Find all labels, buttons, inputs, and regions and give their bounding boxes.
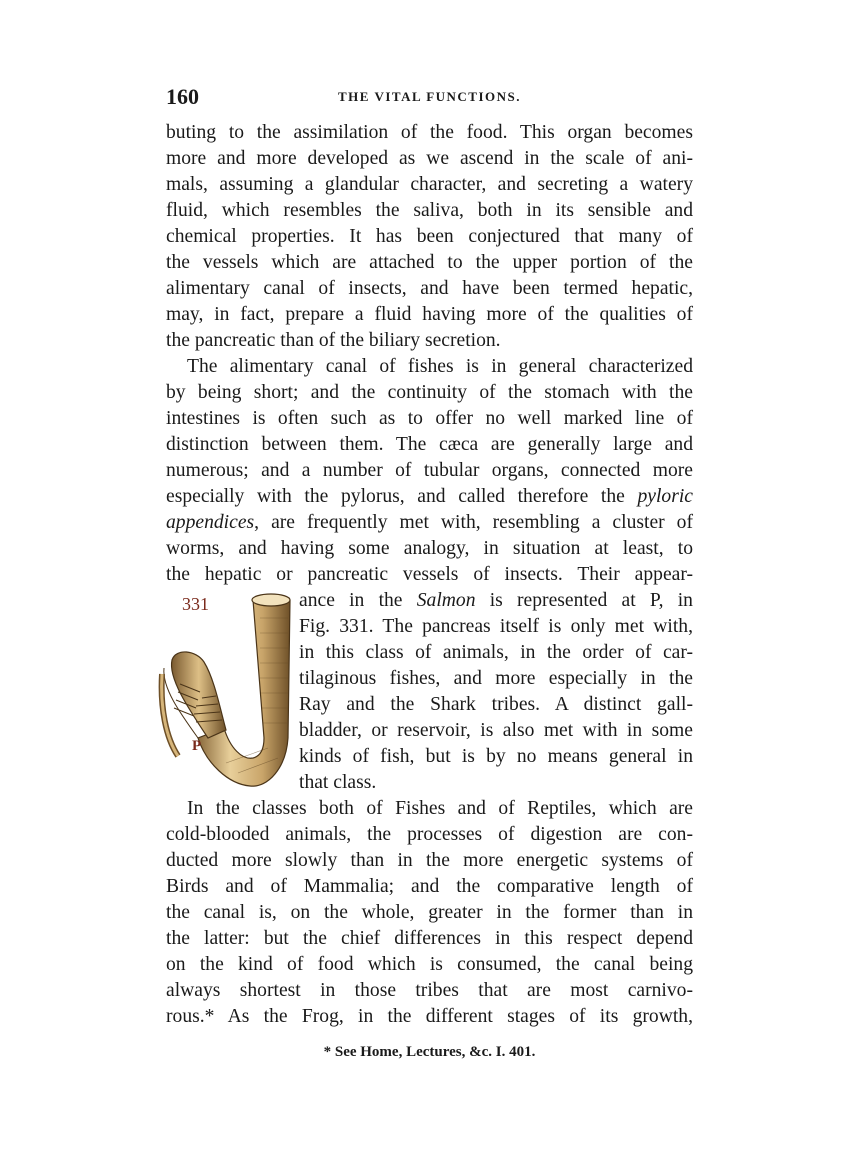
text-line: buting to the assimilation of the food. This organ becomes (166, 122, 693, 143)
italic-term: pyloric (637, 486, 693, 507)
text-line: the latter: but the chief differences in this respect depend (166, 928, 693, 949)
text-line: the canal is, on the whole, greater in the former than in (166, 902, 693, 923)
text-line: numerous; and a number of tubular organs, connected more (166, 460, 693, 481)
text-segment: is represented at P, in (475, 590, 693, 611)
paragraph-start-line: The alimentary canal of fishes is in general characterized (187, 356, 693, 377)
paragraph-start-line: In the classes both of Fishes and of Reptiles, which are (187, 798, 693, 819)
text-line: the vessels which are attached to the upper portion of the (166, 252, 693, 273)
text-line: Ray and the Shark tribes. A distinct gall- (299, 694, 693, 715)
text-line: tilaginous fishes, and more especially in the (299, 668, 693, 689)
text-line: fluid, which resembles the saliva, both in its sensible and (166, 200, 693, 221)
text-segment: , are frequently met with, resembling a cluster of (254, 512, 693, 533)
text-line: by being short; and the continuity of the stomach with the (166, 382, 693, 403)
text-segment: especially with the pylorus, and called therefore the (166, 486, 625, 507)
text-line: Fig. 331. The pancreas itself is only met with, (299, 616, 693, 637)
text-line-with-italic (166, 484, 693, 510)
text-line: the hepatic or pancreatic vessels of insects. Their appear- (166, 564, 693, 585)
figure-number: 331 (182, 594, 209, 614)
text-segment: ance in the (299, 590, 403, 611)
text-line: kinds of fish, but is by no means general in (299, 746, 693, 767)
text-line-with-italic (166, 510, 693, 536)
text-line: on the kind of food which is consumed, the canal being (166, 954, 693, 975)
text-line: more and more developed as we ascend in the scale of ani- (166, 148, 693, 169)
text-line: intestines is often such as to offer no well marked line of (166, 408, 693, 429)
page-header (166, 80, 693, 114)
text-line: bladder, or reservoir, is also met with in some (299, 720, 693, 741)
pyloric-appendices-drawing (158, 588, 298, 793)
text-line: rous.* As the Frog, in the different stages of its growth, (166, 1006, 693, 1027)
italic-term: Salmon (416, 590, 476, 611)
text-line: ducted more slowly than in the more energetic systems of (166, 850, 693, 871)
text-line: alimentary canal of insects, and have been termed hepatic, (166, 278, 693, 299)
text-line: always shortest in those tribes that are most carnivo- (166, 980, 693, 1001)
italic-term: appendices (166, 512, 255, 533)
text-line: that class. (299, 772, 377, 793)
text-line: cold-blooded animals, the processes of digestion are con- (166, 824, 693, 845)
text-line: Birds and of Mammalia; and the comparative length of (166, 876, 693, 897)
running-head: THE VITAL FUNCTIONS. (337, 89, 522, 104)
text-line: chemical properties. It has been conjectured that many of (166, 226, 693, 247)
footnote: * See Home, Lectures, &c. I. 401. (323, 1044, 536, 1060)
text-line: the pancreatic than of the biliary secretion. (166, 330, 501, 351)
text-line: may, in fact, prepare a fluid having more of the qualities of (166, 304, 693, 325)
text-line-with-italic (299, 588, 693, 614)
text-line: worms, and having some analogy, in situation at least, to (166, 538, 693, 559)
text-line: distinction between them. The cæca are generally large and (166, 434, 693, 455)
text-line: mals, assuming a glandular character, and secreting a watery (166, 174, 693, 195)
page-number: 160 (166, 84, 199, 109)
figure-label-p: P (192, 738, 202, 754)
text-line: in this class of animals, in the order of car- (299, 642, 693, 663)
figure-331-illustration (158, 588, 298, 793)
